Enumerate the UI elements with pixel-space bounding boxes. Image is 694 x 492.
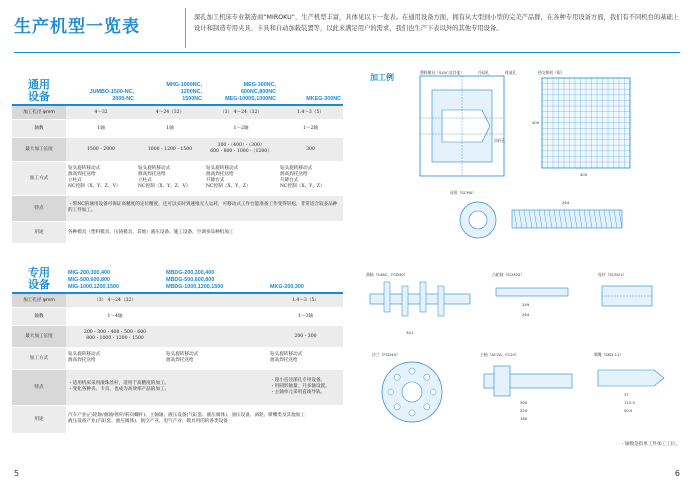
nozzle-drawing [594,352,674,422]
general-row-method: 加工方式 钻头旋转移动式 源高焊托送给 立柱式 NC控制（X、Y、Z、V） 钻头旋转移动式 源高焊托送给 立柱式 NC控制（X、Y、Z、V） 钻头旋转移动式 源高焊托送给 升降台式 NC控制（X、Y、Z） 钻头旋转移动式 源高焊托送给 升降台式 NC控制（X、Y、Z） [12,161,343,195]
svg-text:115.5: 115.5 [624,400,635,405]
page-number-left: 5 [14,469,20,478]
special-row-usage: 用途 汽车产业(凸轮轴/曲轴/摇杆/转向螺杆)、主轴轴、液压设备(气缸套、液压阀体)、油压设备、涡轮、喷嘴类及其他加工 液压设备产业(汽缸套、液压阀体)、航空产业、电气产业、模具用的的各类设备 [12,405,343,433]
svg-text:220: 220 [520,408,528,413]
general-model-row [12,78,343,105]
svg-text:法兰（FCD40）: 法兰（FCD40） [372,352,400,357]
hub-drawing [480,352,580,422]
general-equipment-table [12,78,343,244]
general-model-mkeg: MKEG-300NC [278,78,343,105]
svg-text:喷嘴（SKD-11）: 喷嘴（SKD-11） [594,352,624,357]
special-category: 专用 设备 [12,266,66,293]
special-model-mig: MIG-200,300,400 MIG-500,600,800 MIG-1000,1200,1500 [66,266,164,293]
svg-text:冷却孔: 冷却孔 [478,70,490,75]
svg-text:顶杆孔: 顶杆孔 [494,138,506,143]
svg-text:连杆（SCM21）: 连杆（SCM21） [598,272,627,277]
special-row-method: 加工方式 钻头旋转移动式 源高焊托送给 钻头旋转移动式 源高焊托送给 钻头旋转移动式 源高焊托送给 [12,347,343,369]
screw-drawing [380,188,620,258]
general-model-jumbo: JUMBO-1500-NC, 2000-NC [66,78,136,105]
flange-drawing [372,352,462,432]
special-model-row [12,266,343,293]
general-row-features: 特点 ・带NC的通用设备可保证高精度的定位精度，还可以实时到速推无人运转，可移动式工作台能准备工作变得轻松，非常适合较多品种的工件加工。 [12,195,343,221]
svg-text:塑料模具（S45C及其他）: 塑料模具（S45C及其他） [420,70,465,75]
examples-title: 加工例 [370,73,394,82]
mold-drawing [412,70,522,180]
svg-text:热交换机（板）: 热交换机（板） [538,70,565,75]
svg-text:凸轮轴（SCM22）: 凸轮轴（SCM22） [492,272,525,277]
svg-text:排液孔: 排液孔 [505,70,517,75]
general-category: 通用 设备 [12,78,66,105]
special-model-mbdg: MBDG-200,300,400 MBDG-500,600,800 MBDG-1000,1200,1500 [164,266,268,293]
header-rule [14,52,680,53]
header-divider [185,8,186,48]
svg-text:50.5: 50.5 [624,408,633,413]
svg-text:264: 264 [522,312,530,317]
general-row-bore: 加工孔径 φmm 4～32 4～24（32） （3） 4～24（32） 1.4～3（5） [12,105,343,119]
svg-text:曲轴（S48C、FCD40）: 曲轴（S48C、FCD40） [366,272,408,277]
special-model-mkg: MKG-200,300 [268,266,343,293]
svg-text:264: 264 [562,200,570,205]
svg-text:341: 341 [406,330,414,335]
camshaft-drawing [492,272,572,332]
svg-text:400: 400 [580,172,588,177]
special-equipment-table [12,266,343,434]
intro-paragraph: 深孔加工机床专业制造商“MIROKU”，生产机型丰富，具体见以下一览表。在通用设备方面，拥有从大型到小型的完美产品群，在各种专用设备方面，我们有不同机台的基础上设计和制造专用夹具、卡具和自动加载装置等，以此来满足用户的需求，我们也生产下表以外的其他专用设备。 [194,14,680,32]
general-row-axes: 轴数 1轴 1轴 1～2轴 1～2轴 [12,119,343,137]
special-row-features: 特点 ・适用机床采用滚珠丝杆，适用于高精度的加工。 ・变化各种夹、卡具，也成为高效率产品的加工。 ・超小直径深孔专用设备。 ・用圆形轴量，升多轴设置。 ・主轴单元采用直线导轨。 [12,369,343,405]
general-model-mhg: MHG-1000NC, 1200NC, 1500NC [136,78,204,105]
svg-text:180: 180 [520,416,528,421]
svg-text:400: 400 [532,120,540,125]
special-row-axes: 轴数 1～4轴 1～3轴 [12,307,343,325]
footnote: ・轴数是指单工件加工工位。 [620,442,680,447]
special-row-bore: 加工孔径 φmm （3） 4～24（32） 1.4～3（5） [12,293,343,307]
crankshaft-drawing [366,272,476,342]
page-title: 生产机型一览表 [14,17,140,37]
general-row-length: 最大加工长度 1500・2000 1000・1200・1500 300・（400）・（300） 600・800・1000・（1200） 300 [12,137,343,161]
svg-text:主轴（AC2A、FC20）: 主轴（AC2A、FC20） [480,352,519,357]
svg-text:300: 300 [520,400,528,405]
general-model-meg: MEG-300NC, 600NC,800NC MEG-1000S,1000NC [204,78,278,105]
special-row-length: 最大加工长度 200・300・400・500・600 800・1000・1200・1500 200・300 [12,325,343,347]
general-row-usage: 用途 各种模具（塑料模具、压铸模具、其他）液压设备、施工设备、空调多品种机加工 [12,221,343,243]
connecting-rod-drawing [598,272,678,332]
page-number-right: 6 [674,469,680,478]
svg-text:37: 37 [624,392,629,397]
svg-text:249: 249 [522,302,530,307]
heat-exchanger-plate-drawing [532,70,642,180]
svg-text:成形（SCM4）: 成形（SCM4） [450,190,476,195]
